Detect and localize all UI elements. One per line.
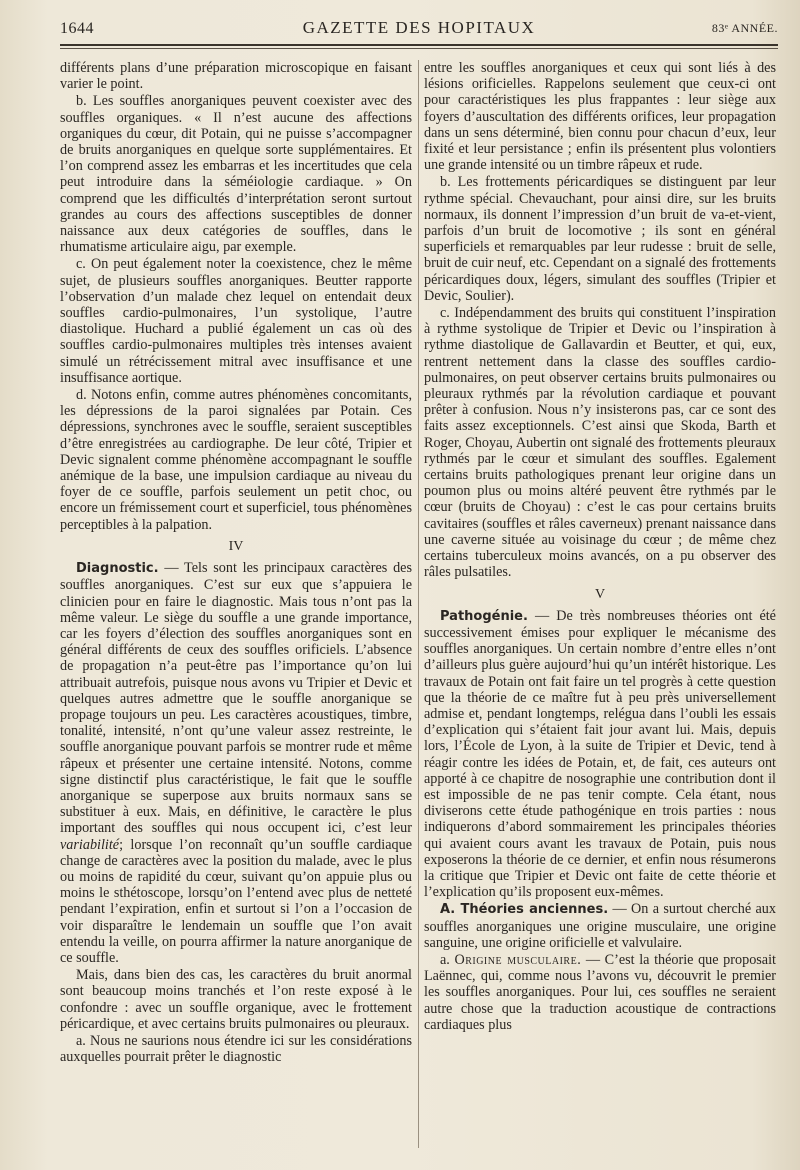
paragraph-origine: a. Origine musculaire. — C’est la théorie que proposait Laënnec, qui, comme nous l’avons vu, découvrit le premier les souffles anorganiques. Pour lui, ces souffles ne seraient autre chose que la traduction acoustique de contractions cardiaques plus xyxy=(424,951,776,1033)
emphasis: variabilité xyxy=(60,836,120,853)
journal-title: GAZETTE DES HOPITAUX xyxy=(302,18,536,37)
year-label: 83ᵉ ANNÉE. xyxy=(711,21,778,35)
page-header xyxy=(60,16,778,40)
left-column xyxy=(60,60,412,1066)
section-number-iv: IV xyxy=(228,538,244,554)
diagnostic-heading: Diagnostic. xyxy=(76,561,159,577)
paragraph: b. Les frottements péricardiques se distinguent par leur rythme spécial. Chevauchant, pour ainsi dire, sur les bruits normaux, ils donnent l’impression d’un bruit de va-et-vient, parfois d’un bruit de locomotive ; ils sont en général superficiels et remarquables par leur rudesse : bruit de selle, bruit de cuir neuf, etc. Cependant on a signalé des frottements péricardiques doux, légers, simulant des souffles (Tripier et Devic, Soulier). xyxy=(424,174,776,304)
header-rule-thick xyxy=(60,44,778,46)
paragraph: Mais, dans bien des cas, les caractères du bruit anormal sont beaucoup moins tranchés et l’on reste exposé à le confondre : avec un souffle organique, avec le frottement péricardique, et avec certains bruits pulmonaires ou pleuraux. xyxy=(60,967,412,1032)
paragraph: différents plans d’une préparation microscopique en faisant varier le point. xyxy=(60,60,412,93)
pathogenie-heading: Pathogénie. xyxy=(440,608,528,624)
paragraph-pathogenie: Pathogénie. — De très nombreuses théories ont été successivement émises pour expliquer le mécanisme des souffles anorganiques. Un certain nombre d’entre elles n’ont d’ailleurs plus guère aujourd’hui qu’un intérêt historique. Les travaux de Potain ont fait faire un tel progrès à cette question que la théorie de ce maître fut à peu près universellement admise et, pendant longtemps, relégua dans l’oubli les essais d’explication qui s’étaient fait jour avant lui. Mais, depuis lors, l’École de Lyon, à la suite de Tripier et Devic, tend à réagir contre les idées de Potain, et, de fait, ces auteurs ont apporté à ce chapitre de nosographie une contribution dont il est impossible de ne pas tenir compte. Cela étant, nous diviserons cette étude pathogénique en trois parties : nous indiquerons d’abord sommairement les principales théories qui avaient cours avant les travaux de Potain, puis nous exposerons la théorie de ce dernier, et enfin nous résumerons la critique que Tripier et Devic ont faite de cette théorie et l’explication qu’ils proposent eux-mêmes. xyxy=(424,607,776,901)
paragraph: c. Indépendamment des bruits qui constituent l’inspiration à rythme systolique de Tripier et Devic ou l’inspiration à rythme diastolique de Gallavardin et Beutter, et qui, eux, rentrent nettement dans la classe des souffles cardio-pulmonaires, on peut observer certains bruits pulmonaires ou pleuraux rythmés par la révolution cardiaque et pouvant prêter à confusion. Nous n’y insisterons pas, car ce sont des faits assez exceptionnels. C’est ainsi que Skoda, Barth et Roger, Choyau, Aubertin ont signalé des frottements pleuraux rythmés par le cœur et simulant des souffles. Egalement certains bruits pathologiques prenant leur origine dans un poumon plus ou moins altéré peuvent être rythmés par le cœur (bruits de Choyau) : c’est le cas pour certains bruits cavitaires (souffles et râles caverneux) prenant naissance dans une caverne située au voisinage du cœur ; de même chez certains tuberculeux moins avancés, on a pu observer des râles pulsatiles. xyxy=(424,305,776,581)
paragraph: a. Nous ne saurions nous étendre ici sur les considérations auxquelles pourrait prêter le diagnostic xyxy=(60,1032,412,1066)
page-number: 1644 xyxy=(60,20,94,37)
origine-heading: Origine musculaire. xyxy=(454,951,582,968)
paragraph: d. Notons enfin, comme autres phénomènes concomitants, les dépressions de la paroi signalées par Potain. Ces dépressions, synchrones avec le souffle, seraient susceptibles d’être enregistrées au cardiographe. De leur côté, Tripier et Devic signalent comme phénomène accompagnant le souffle anémique de la base, une impulsion cardiaque au niveau du foyer de ce souffle, parfois seulement un petit choc, ou encore un frémissement court et superficiel, tous phénomènes perceptibles à la palpation. xyxy=(60,387,412,533)
column-divider xyxy=(418,60,419,1148)
paragraph: c. On peut également noter la coexistence, chez le même sujet, de plusieurs souffles anorganiques. Beutter rapporte l’observation d’un malade chez lequel on entendait deux souffles cardio-pulmonaires, l’un systolique, l’autre diastolique. Huchard a publié également un cas où des souffles cardio-pulmonaires multiples très intenses avaient simulé un rétrécissement mitral avec insuffisance et une insuffisance aortique. xyxy=(60,256,412,386)
section-number-v: V xyxy=(594,586,606,602)
theories-heading: A. Théories anciennes. xyxy=(440,902,609,918)
right-column xyxy=(424,60,776,1034)
paragraph: b. Les souffles anorganiques peuvent coexister avec des souffles organiques. « Il n’est aucune des affections organiques du cœur, dit Potain, qui ne puisse s’accompagner de bruits anorganiques en quelque sorte supplémentaires. Et l’on comprend assez les embarras et les incertitudes que cela peut introduire dans la séméiologie cardiaque. » On comprend que les difficultés d’interprétation seront surtout grandes au cours des affections susceptibles de donner naissance aux deux catégories de souffles, dans le rhumatisme articulaire aigu, par exemple. xyxy=(60,93,412,256)
paragraph-theories: A. Théories anciennes. — On a surtout cherché aux souffles anorganiques une origine musculaire, une origine sanguine, une origine orificielle et valvulaire. xyxy=(424,901,776,951)
header-rule-thin xyxy=(60,48,778,49)
paragraph-diagnostic: Diagnostic. — Tels sont les principaux caractères des souffles anorganiques. C’est sur eux que s’appuiera le clinicien pour en faire le diagnostic. Mais tous n’ont pas la même valeur. Le siège du souffle a une grande importance, car les foyers d’élection des souffles anorganiques sont en général différents de ceux des souffles orificiels. L’absence de propagation n’a peut-être pas l’importance qu’on lui attribuait autrefois, puisque nous avons vu Tripier et Devic et quelques autres admettre que le souffle anorganique se propage toujours un peu. Les caractères acoustiques, timbre, tonalité, intensité, n’ont qu’une valeur assez restreinte, le souffle anorganique pouvant parfois se montrer rude et même râpeux et présenter une certaine intensité. Notons, comme signe distinctif plus caractéristique, le fait que le souffle anorganique se superpose aux bruits normaux sans se substituer à eux. Mais, en définitive, le caractère le plus important des souffles qui nous occupent ici, c’est leur variabilité; lorsque l’on reconnaît qu’un souffle cardiaque change de caractères avec la position du malade, avec le plus ou moins de rapidité du cœur, suivant qu’on appuie plus ou moins le sthétoscope, lorsqu’on l’entend avec plus de netteté pendant l’expiration, enfin et surtout si l’on a l’occasion de voir disparaître le lendemain un souffle que l’on avait entendu la veille, on pourra affirmer la nature anorganique de ce souffle. xyxy=(60,560,412,966)
paragraph: entre les souffles anorganiques et ceux qui sont liés à des lésions orificielles. Rappelons seulement que ceux-ci ont pour caractéristiques les plus frappantes : leur siège aux foyers d’auscultation des différents orifices, leur propagation dans un sens déterminé, bien connu pour chacun d’eux, leur fixité et leur persistance ; enfin ils présentent plus volontiers une grande intensité ou un timbre râpeux et rude. xyxy=(424,60,776,174)
